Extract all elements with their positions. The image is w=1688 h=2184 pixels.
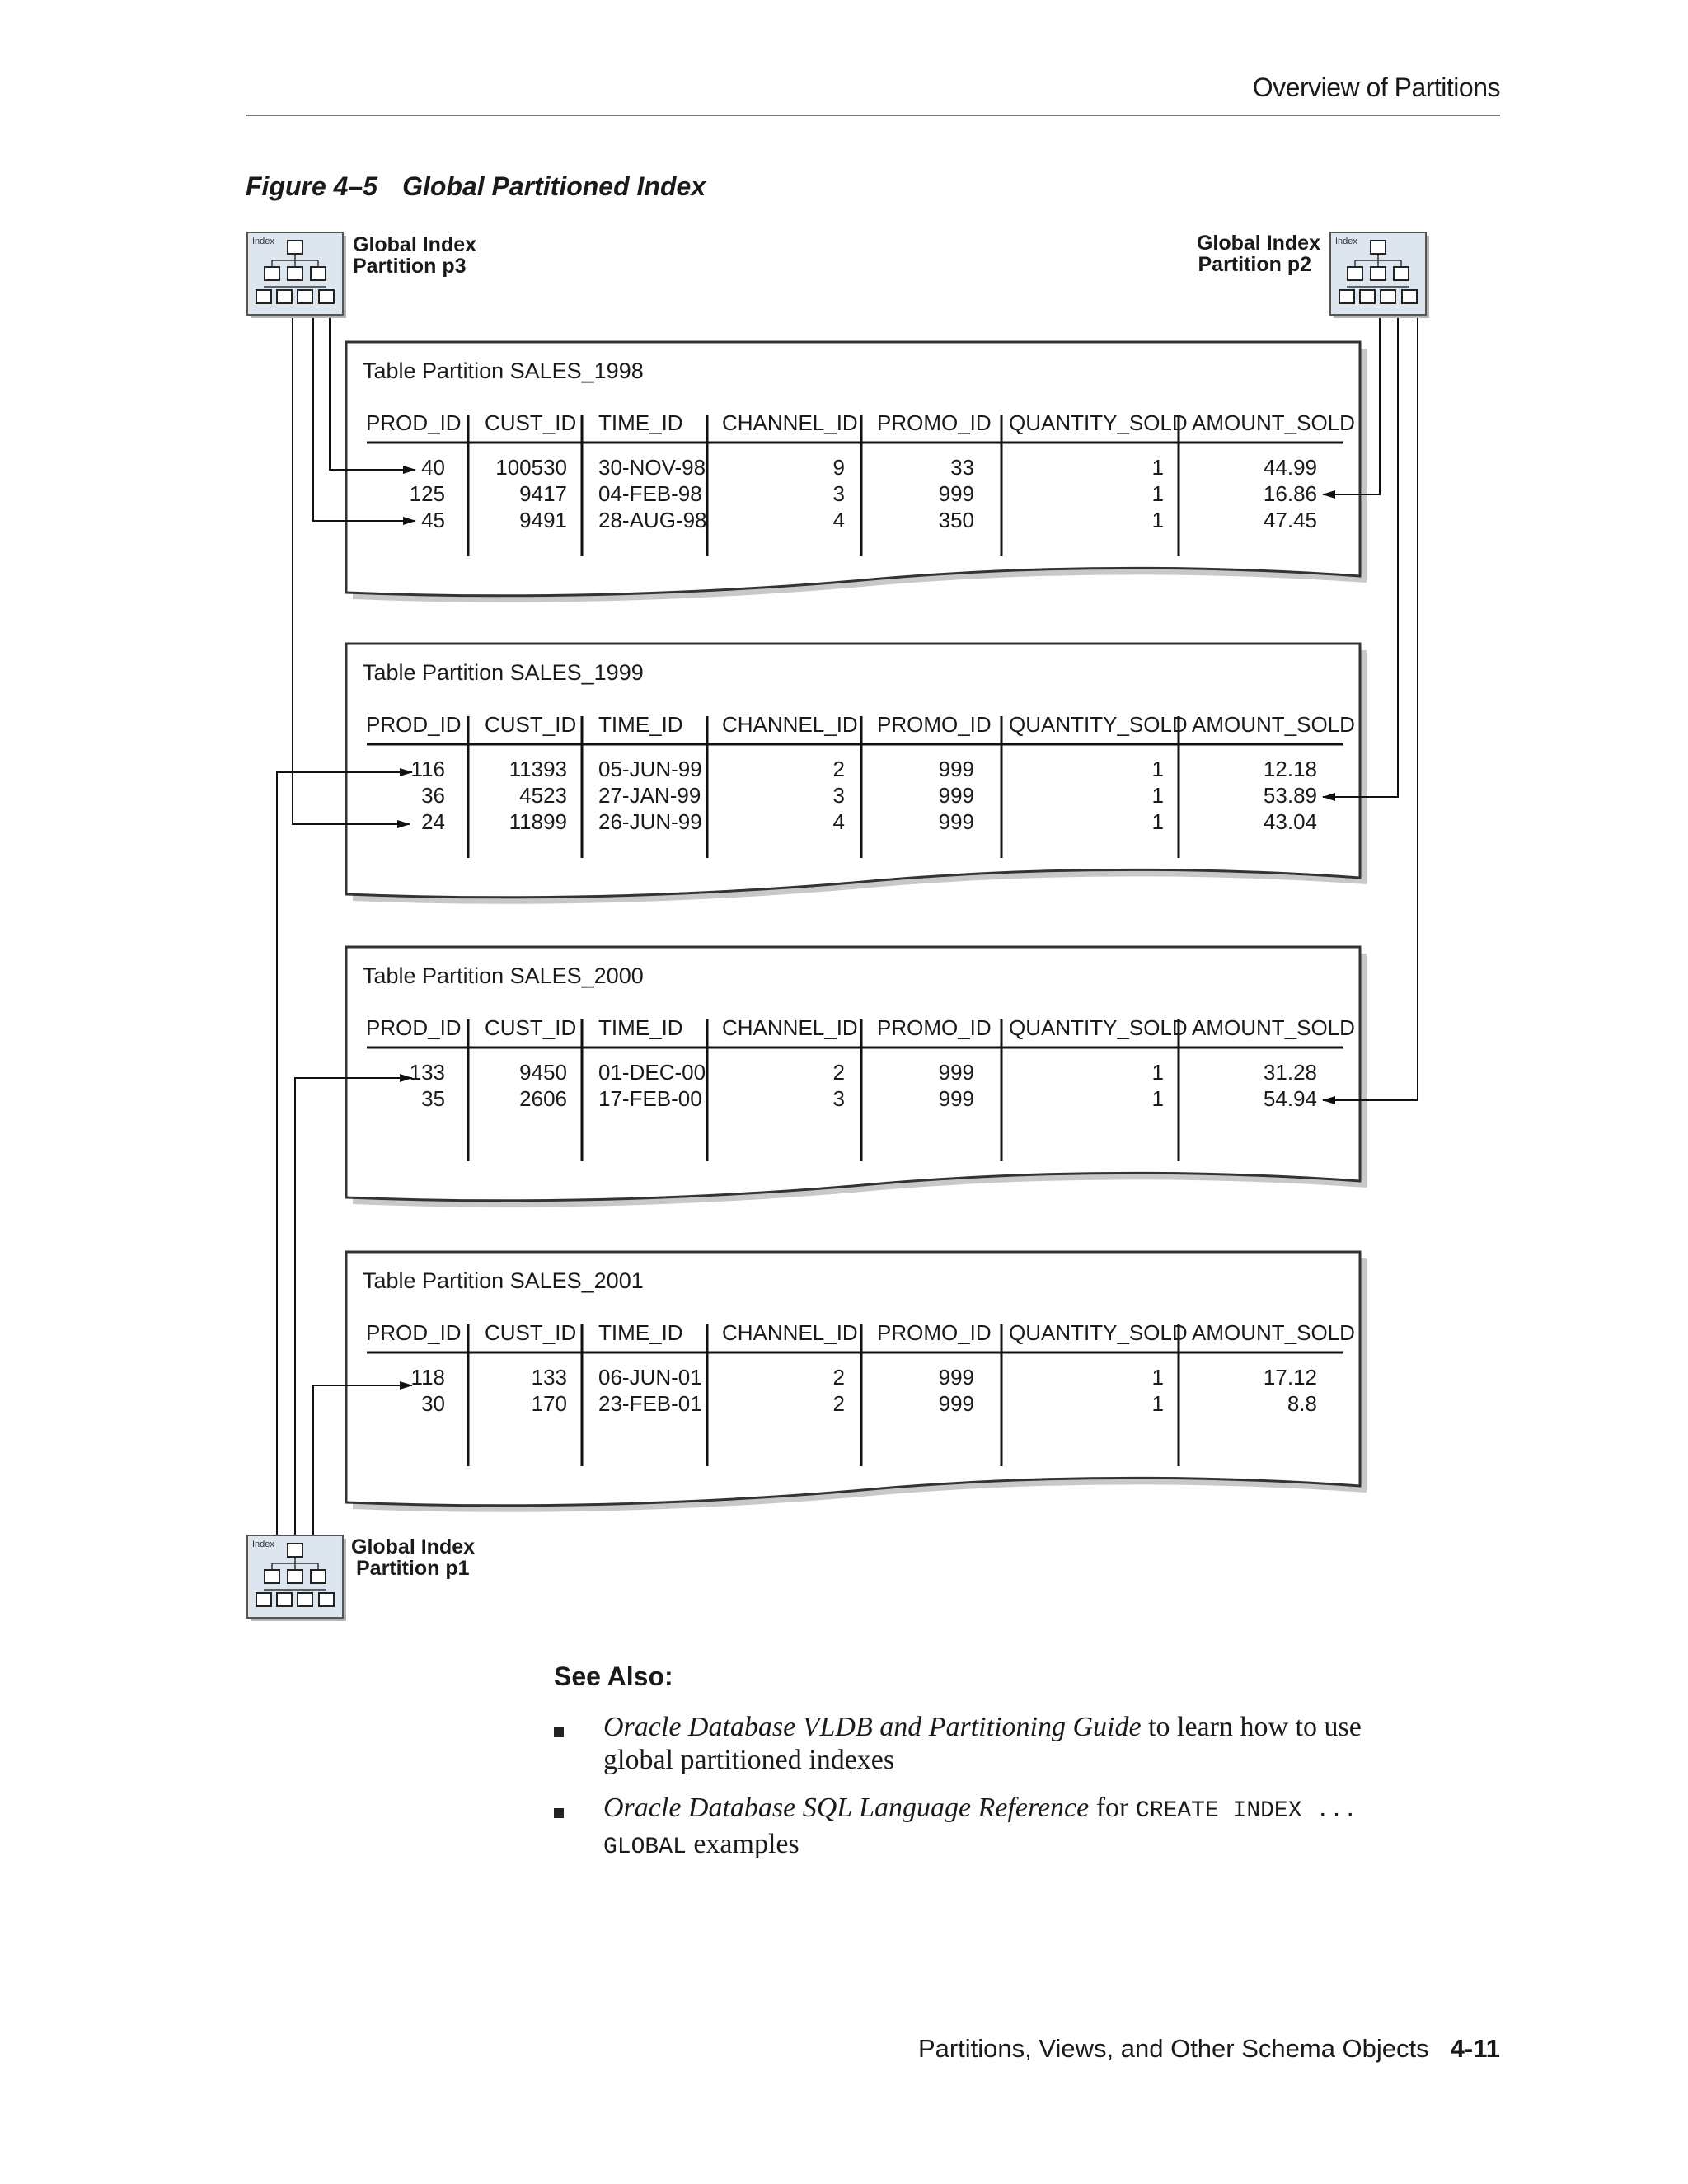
figure-number: Figure 4–5: [246, 171, 378, 201]
table-cell: 06-JUN-01: [598, 1365, 702, 1390]
column-header: CHANNEL_ID: [722, 1015, 858, 1040]
global-index-p1-line1: Global Index: [351, 1535, 476, 1558]
table-cell: 2: [832, 1365, 845, 1390]
table-cell: 9450: [519, 1060, 567, 1085]
table-cell: 170: [531, 1391, 567, 1416]
table-cell: 9: [832, 455, 845, 480]
column-header: CUST_ID: [485, 410, 577, 435]
bullet-icon: [554, 1727, 564, 1737]
table-cell: 54.94: [1263, 1086, 1317, 1111]
table-cell: 999: [938, 481, 974, 506]
see-also-item-2: Oracle Database SQL Language Reference for CREATE INDEX ... GLOBAL examples: [603, 1793, 1357, 1860]
table-cell: 1: [1151, 757, 1164, 781]
table-cell: 27-JAN-99: [598, 783, 701, 808]
column-header: PROMO_ID: [877, 1320, 992, 1345]
table-cell: 133: [409, 1060, 445, 1085]
global-index-p2-line2: Partition p2: [1198, 253, 1311, 276]
table-cell: 53.89: [1263, 783, 1317, 808]
table-cell: 3: [832, 783, 845, 808]
table-cell: 350: [938, 508, 974, 532]
footer-title: Partitions, Views, and Other Schema Objects: [917, 2034, 1429, 2063]
index-box-label: Index: [252, 1540, 274, 1549]
table-cell: 9491: [519, 508, 567, 532]
index-box-label: Index: [252, 237, 274, 246]
table-cell: 05-JUN-99: [598, 757, 702, 781]
table-cell: 999: [938, 757, 974, 781]
column-header: QUANTITY_SOLD: [1009, 410, 1188, 435]
index-icon: [247, 232, 346, 318]
global-index-p1-line2: Partition p1: [356, 1557, 470, 1580]
table-cell: 36: [421, 783, 445, 808]
table-cell: 4523: [519, 783, 567, 808]
table-cell: 26-JUN-99: [598, 809, 702, 834]
column-header: TIME_ID: [598, 410, 683, 435]
table-cell: 999: [938, 1365, 974, 1390]
table-cell: 1: [1151, 481, 1164, 506]
column-header: PROD_ID: [366, 1320, 462, 1345]
table-cell: 999: [938, 1391, 974, 1416]
table-cell: 999: [938, 1060, 974, 1085]
page-number: 4-11: [1450, 2034, 1500, 2063]
table-cell: 11899: [509, 809, 567, 834]
column-header: TIME_ID: [598, 712, 683, 737]
table-cell: 30-NOV-98: [598, 455, 706, 480]
table-cell: 9417: [519, 481, 567, 506]
table-cell: 999: [938, 1086, 974, 1111]
table-cell: 44.99: [1263, 455, 1317, 480]
index-box-label: Index: [1335, 237, 1357, 246]
column-header: TIME_ID: [598, 1320, 683, 1345]
column-header: PROD_ID: [366, 712, 462, 737]
table-cell: 01-DEC-00: [598, 1060, 706, 1085]
table-cell: 1: [1151, 783, 1164, 808]
column-header: PROMO_ID: [877, 712, 992, 737]
table-cell: 16.86: [1263, 481, 1317, 506]
table-cell: 35: [421, 1086, 445, 1111]
table-cell: 1: [1151, 1365, 1164, 1390]
table-cell: 1: [1151, 1060, 1164, 1085]
column-header: CUST_ID: [485, 1320, 577, 1345]
table-cell: 28-AUG-98: [598, 508, 707, 532]
table-cell: 1: [1151, 455, 1164, 480]
table-cell: 45: [421, 508, 445, 532]
global-index-p2-line1: Global Index: [1196, 232, 1320, 255]
table-cell: 1: [1151, 1391, 1164, 1416]
column-header: PROMO_ID: [877, 410, 992, 435]
column-header: TIME_ID: [598, 1015, 683, 1040]
column-header: QUANTITY_SOLD: [1009, 712, 1188, 737]
column-header: AMOUNT_SOLD: [1192, 410, 1355, 435]
table-cell: 23-FEB-01: [598, 1391, 702, 1416]
table-cell: 4: [832, 809, 845, 834]
table-cell: 999: [938, 783, 974, 808]
table-cell: 4: [832, 508, 845, 532]
column-header: PROD_ID: [366, 410, 462, 435]
table-cell: 116: [410, 757, 445, 781]
column-header: QUANTITY_SOLD: [1009, 1015, 1188, 1040]
page-footer: [918, 2034, 1500, 2064]
table-cell: 04-FEB-98: [598, 481, 702, 506]
index-icon: [247, 1535, 346, 1621]
column-header: AMOUNT_SOLD: [1192, 712, 1355, 737]
table-cell: 1: [1151, 1086, 1164, 1111]
table-cell: 17.12: [1263, 1365, 1317, 1390]
table-cell: 17-FEB-00: [598, 1086, 702, 1111]
see-also-link-vldb[interactable]: Oracle Database VLDB and Partitioning Guide: [603, 1712, 1142, 1742]
table-cell: 30: [421, 1391, 445, 1416]
column-header: CHANNEL_ID: [722, 1320, 858, 1345]
table-cell: 43.04: [1263, 809, 1317, 834]
table-cell: 31.28: [1263, 1060, 1317, 1085]
table-title: Table Partition SALES_1999: [363, 660, 644, 685]
see-also-link-sql-ref[interactable]: Oracle Database SQL Language Reference: [603, 1793, 1090, 1823]
table-cell: 33: [950, 455, 974, 480]
table-cell: 47.45: [1263, 508, 1317, 532]
see-also-heading: See Also:: [554, 1661, 673, 1691]
index-icon: [1330, 232, 1429, 318]
table-cell: 999: [938, 809, 974, 834]
table-title: Table Partition SALES_1998: [363, 359, 644, 383]
global-index-p3-line2: Partition p3: [353, 255, 467, 278]
table-cell: 8.8: [1287, 1391, 1317, 1416]
table-cell: 2: [832, 757, 845, 781]
table-cell: 24: [421, 809, 445, 834]
table-cell: 2: [832, 1391, 845, 1416]
column-header: PROD_ID: [366, 1015, 462, 1040]
table-title: Table Partition SALES_2000: [363, 963, 644, 988]
column-header: AMOUNT_SOLD: [1192, 1320, 1355, 1345]
table-title: Table Partition SALES_2001: [363, 1268, 644, 1293]
table-cell: 11393: [509, 757, 567, 781]
table-cell: 118: [410, 1365, 445, 1390]
column-header: CHANNEL_ID: [722, 410, 858, 435]
column-header: AMOUNT_SOLD: [1192, 1015, 1355, 1040]
global-index-p3-line1: Global Index: [353, 233, 477, 256]
table-cell: 100530: [495, 455, 567, 480]
column-header: CUST_ID: [485, 712, 577, 737]
column-header: PROMO_ID: [877, 1015, 992, 1040]
table-cell: 1: [1151, 809, 1164, 834]
see-also-item-1: Oracle Database VLDB and Partitioning Guide to learn how to use global partitioned indexes: [603, 1712, 1362, 1775]
bullet-icon: [554, 1808, 564, 1818]
table-cell: 1: [1151, 508, 1164, 532]
table-cell: 2: [832, 1060, 845, 1085]
column-header: QUANTITY_SOLD: [1009, 1320, 1188, 1345]
table-cell: 12.18: [1263, 757, 1317, 781]
table-cell: 2606: [519, 1086, 567, 1111]
running-head: Overview of Partitions: [1252, 73, 1500, 102]
table-cell: 3: [832, 481, 845, 506]
table-cell: 125: [409, 481, 445, 506]
table-cell: 133: [531, 1365, 567, 1390]
table-cell: 40: [421, 455, 445, 480]
table-cell: 3: [832, 1086, 845, 1111]
figure-title: Global Partitioned Index: [402, 171, 706, 201]
column-header: CHANNEL_ID: [722, 712, 858, 737]
column-header: CUST_ID: [485, 1015, 577, 1040]
